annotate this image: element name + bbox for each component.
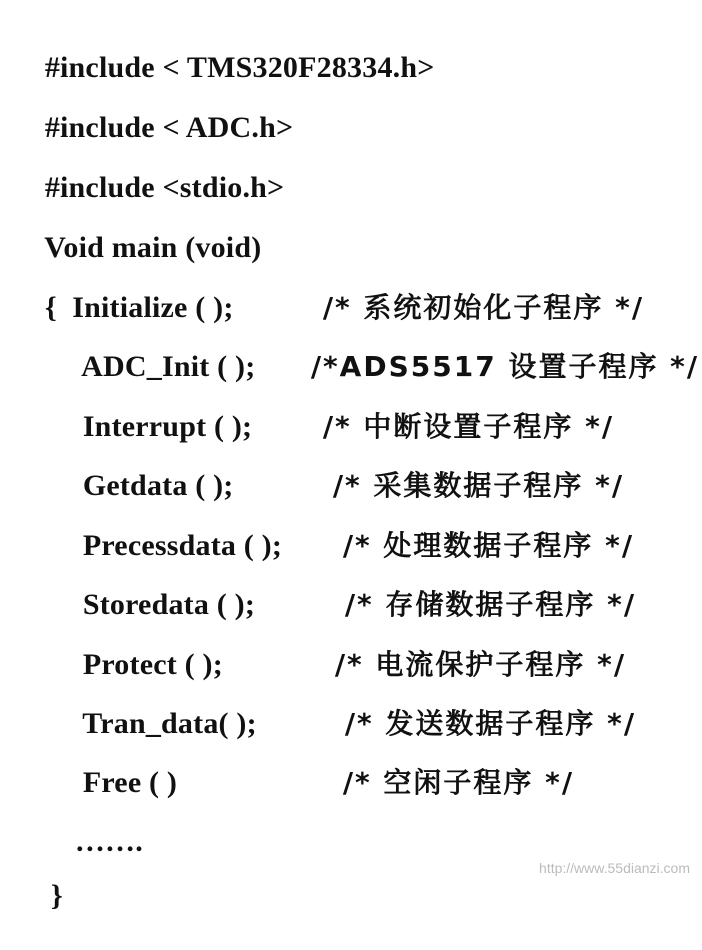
code-text: ADC_Init ( );	[81, 350, 256, 383]
comment-text: /* 中断设置子程序 */	[322, 410, 615, 443]
code-text: { Initialize ( );	[44, 291, 234, 324]
code-text: #include < ADC.h>	[44, 111, 294, 144]
code-text: Storedata ( );	[82, 588, 256, 621]
comment-line-free	[312, 729, 574, 837]
code-text: Interrupt ( );	[82, 410, 253, 443]
code-text: Precessdata ( );	[82, 529, 283, 562]
code-text: #include <stdio.h>	[44, 171, 285, 204]
comment-text: /* 发送数据子程序 */	[344, 707, 637, 740]
code-text: Free ( )	[82, 766, 178, 799]
comment-text: /* 空闲子程序 */	[342, 766, 575, 799]
code-text: Getdata ( );	[82, 469, 234, 502]
comment-text: /* 系统初始化子程序 */	[322, 291, 645, 324]
code-text: …….	[74, 825, 143, 858]
code-text: }	[50, 879, 63, 912]
code-text: Tran_data( );	[82, 707, 257, 740]
comment-text: /*ADS5517 设置子程序 */	[310, 350, 700, 383]
closing-brace-line	[20, 842, 63, 950]
comment-text: /* 电流保护子程序 */	[334, 648, 627, 681]
comment-text: /* 采集数据子程序 */	[332, 469, 625, 502]
watermark-text: http://www.55dianzi.com	[539, 860, 690, 876]
code-text: Void main (void)	[44, 231, 262, 264]
comment-text: /* 存储数据子程序 */	[344, 588, 637, 621]
comment-text: /* 处理数据子程序 */	[342, 529, 635, 562]
code-text: Protect ( );	[82, 648, 223, 681]
code-text: #include < TMS320F28334.h>	[44, 51, 435, 84]
